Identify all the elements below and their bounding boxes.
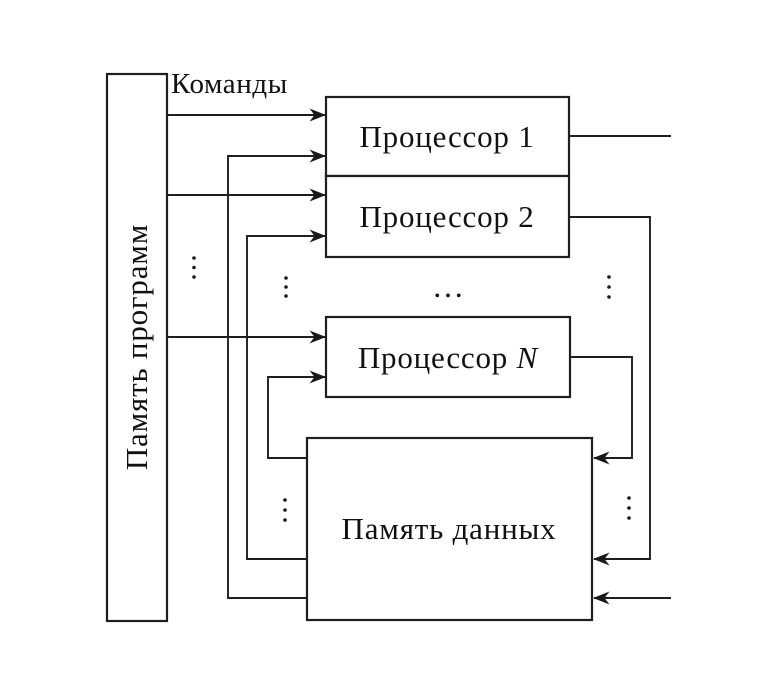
vertical-ellipsis-icon-memory-right [627, 496, 631, 520]
horizontal-ellipsis-icon: … [432, 268, 464, 304]
processor-1-label: Процессор 1 [359, 119, 535, 154]
vertical-ellipsis-icon-results-right [607, 275, 611, 299]
vertical-ellipsis-icon-commands [192, 256, 196, 279]
vertical-ellipsis-icon-data-in [284, 276, 288, 298]
processor-2-label: Процессор 2 [359, 199, 535, 234]
processor-n-label [358, 340, 540, 375]
processor-n-label-prefix: Процессор [357, 340, 517, 375]
data-memory-label: Память данных [341, 511, 557, 546]
commands-label: Команды [171, 68, 288, 100]
processor-n-label-index: N [516, 340, 539, 375]
vertical-ellipsis-icon-memory-left [283, 498, 287, 522]
program-memory-label: Память программ [119, 223, 154, 471]
